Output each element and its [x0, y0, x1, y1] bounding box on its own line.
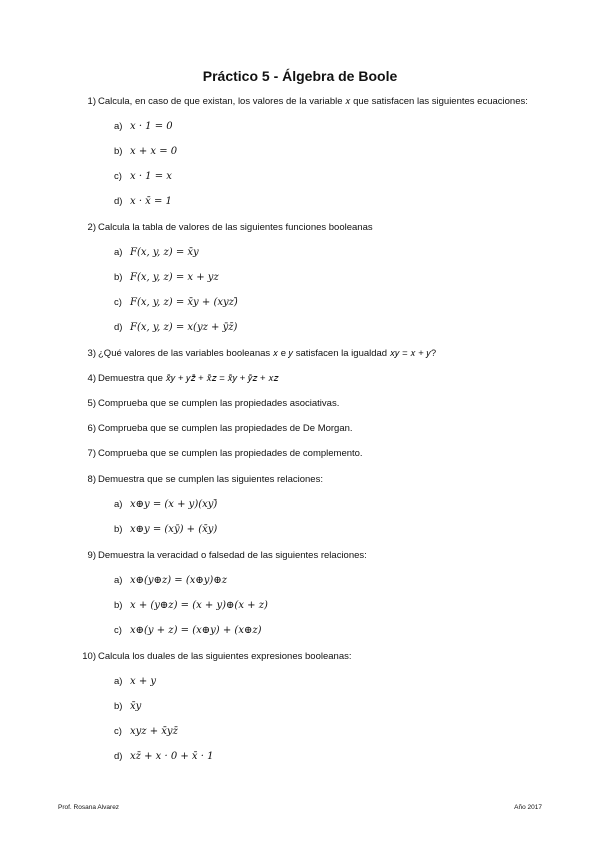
item-2a	[114, 247, 199, 258]
question-text: Calcula los duales de las siguientes expresiones booleanas:	[98, 651, 352, 662]
item-2d	[114, 322, 237, 333]
item-2c	[114, 297, 238, 308]
item-1d	[114, 196, 172, 207]
question-number: 1)	[87, 96, 96, 107]
item-9b	[114, 600, 268, 611]
item-expression: F(x, y, z) = x̄y	[130, 247, 199, 258]
item-label: a)	[114, 499, 123, 510]
page-title: Práctico 5 - Álgebra de Boole	[202, 68, 398, 84]
item-8a	[114, 499, 217, 510]
question-text: Demuestra que 𝑥̄𝑦 + 𝑦𝑧̄ + 𝑥̄𝑧 = 𝑥̄𝑦 + 𝑦̄𝑧 + 𝑥𝑧	[98, 373, 279, 384]
question-number: 8)	[87, 474, 96, 485]
item-label: b)	[114, 146, 123, 157]
item-label: b)	[114, 701, 123, 712]
item-label: c)	[114, 625, 122, 636]
question-number: 4)	[87, 373, 96, 384]
footer-author: Prof. Rosana Alvarez	[58, 804, 120, 811]
question-text: Comprueba que se cumplen las propiedades de complemento.	[98, 448, 363, 459]
item-9c	[114, 625, 262, 636]
item-label: c)	[114, 297, 122, 308]
item-expression: F(x, y, z) = x̄y + (xyz)̄	[130, 297, 238, 308]
question-number: 3)	[87, 348, 96, 359]
question-number: 5)	[87, 398, 96, 409]
item-label: d)	[114, 196, 123, 207]
item-label: d)	[114, 751, 123, 762]
question-text: ¿Qué valores de las variables booleanas 𝑥 e 𝑦 satisfacen la igualdad 𝑥𝑦 = 𝑥 + 𝑦?	[98, 348, 437, 359]
question-text: Calcula la tabla de valores de las siguientes funciones booleanas	[98, 222, 373, 233]
item-expression: F(x, y, z) = x + yz	[130, 272, 219, 283]
item-1b	[114, 146, 177, 157]
question-text: Comprueba que se cumplen las propiedades asociativas.	[98, 398, 340, 409]
item-expression: x + x = 0	[130, 146, 178, 157]
item-label: b)	[114, 272, 123, 283]
question-text: Calcula, en caso de que existan, los valores de la variable 𝑥 que satisfacen las siguientes ecuaciones:	[98, 96, 528, 107]
item-8b	[114, 524, 217, 535]
item-1a	[114, 121, 173, 132]
item-label: a)	[114, 575, 123, 586]
item-label: c)	[114, 726, 122, 737]
item-expression: x · 1 = x	[130, 171, 172, 182]
item-label: b)	[114, 524, 123, 535]
item-10a	[114, 676, 156, 687]
question-text: Comprueba que se cumplen las propiedades de De Morgan.	[98, 423, 353, 434]
item-expression: xz̄ + x · 0 + x̄ · 1	[130, 751, 214, 762]
item-10c	[114, 726, 178, 737]
item-expression: xyz + x̄yz̄	[130, 726, 178, 737]
item-expression: x · x̄ = 1	[130, 196, 172, 207]
item-expression: x⊕y = (x + y)(xy)̄	[130, 499, 218, 510]
item-expression: x⊕(y⊕z) = (x⊕y)⊕z	[130, 575, 227, 586]
item-label: a)	[114, 676, 123, 687]
item-9a	[114, 575, 227, 586]
item-label: c)	[114, 171, 122, 182]
question-number: 6)	[87, 423, 96, 434]
item-expression: x⊕(y + z) = (x⊕y) + (x⊕z)	[130, 625, 262, 636]
item-10b	[114, 701, 141, 712]
item-expression: x + y	[130, 676, 157, 687]
question-number: 10)	[82, 651, 96, 662]
item-expression: x + (y⊕z) = (x + y)⊕(x + z)	[130, 600, 268, 611]
question-text: Demuestra la veracidad o falsedad de las siguientes relaciones:	[98, 550, 367, 561]
question-number: 9)	[87, 550, 96, 561]
item-10d	[114, 751, 213, 762]
item-label: a)	[114, 121, 123, 132]
footer-year: Año 2017	[514, 804, 542, 811]
item-1c	[114, 171, 172, 182]
item-expression: F(x, y, z) = x(yz + ȳz̄)	[130, 322, 238, 333]
item-expression: x⊕y = (xȳ) + (x̄y)	[130, 524, 218, 535]
item-2b	[114, 272, 219, 283]
item-expression: x · 1 = 0	[130, 121, 173, 132]
item-label: a)	[114, 247, 123, 258]
item-label: b)	[114, 600, 123, 611]
item-expression: x̄y	[130, 701, 142, 712]
question-number: 7)	[87, 448, 96, 459]
question-text: Demuestra que se cumplen las siguientes relaciones:	[98, 474, 323, 485]
item-label: d)	[114, 322, 123, 333]
question-number: 2)	[87, 222, 96, 233]
